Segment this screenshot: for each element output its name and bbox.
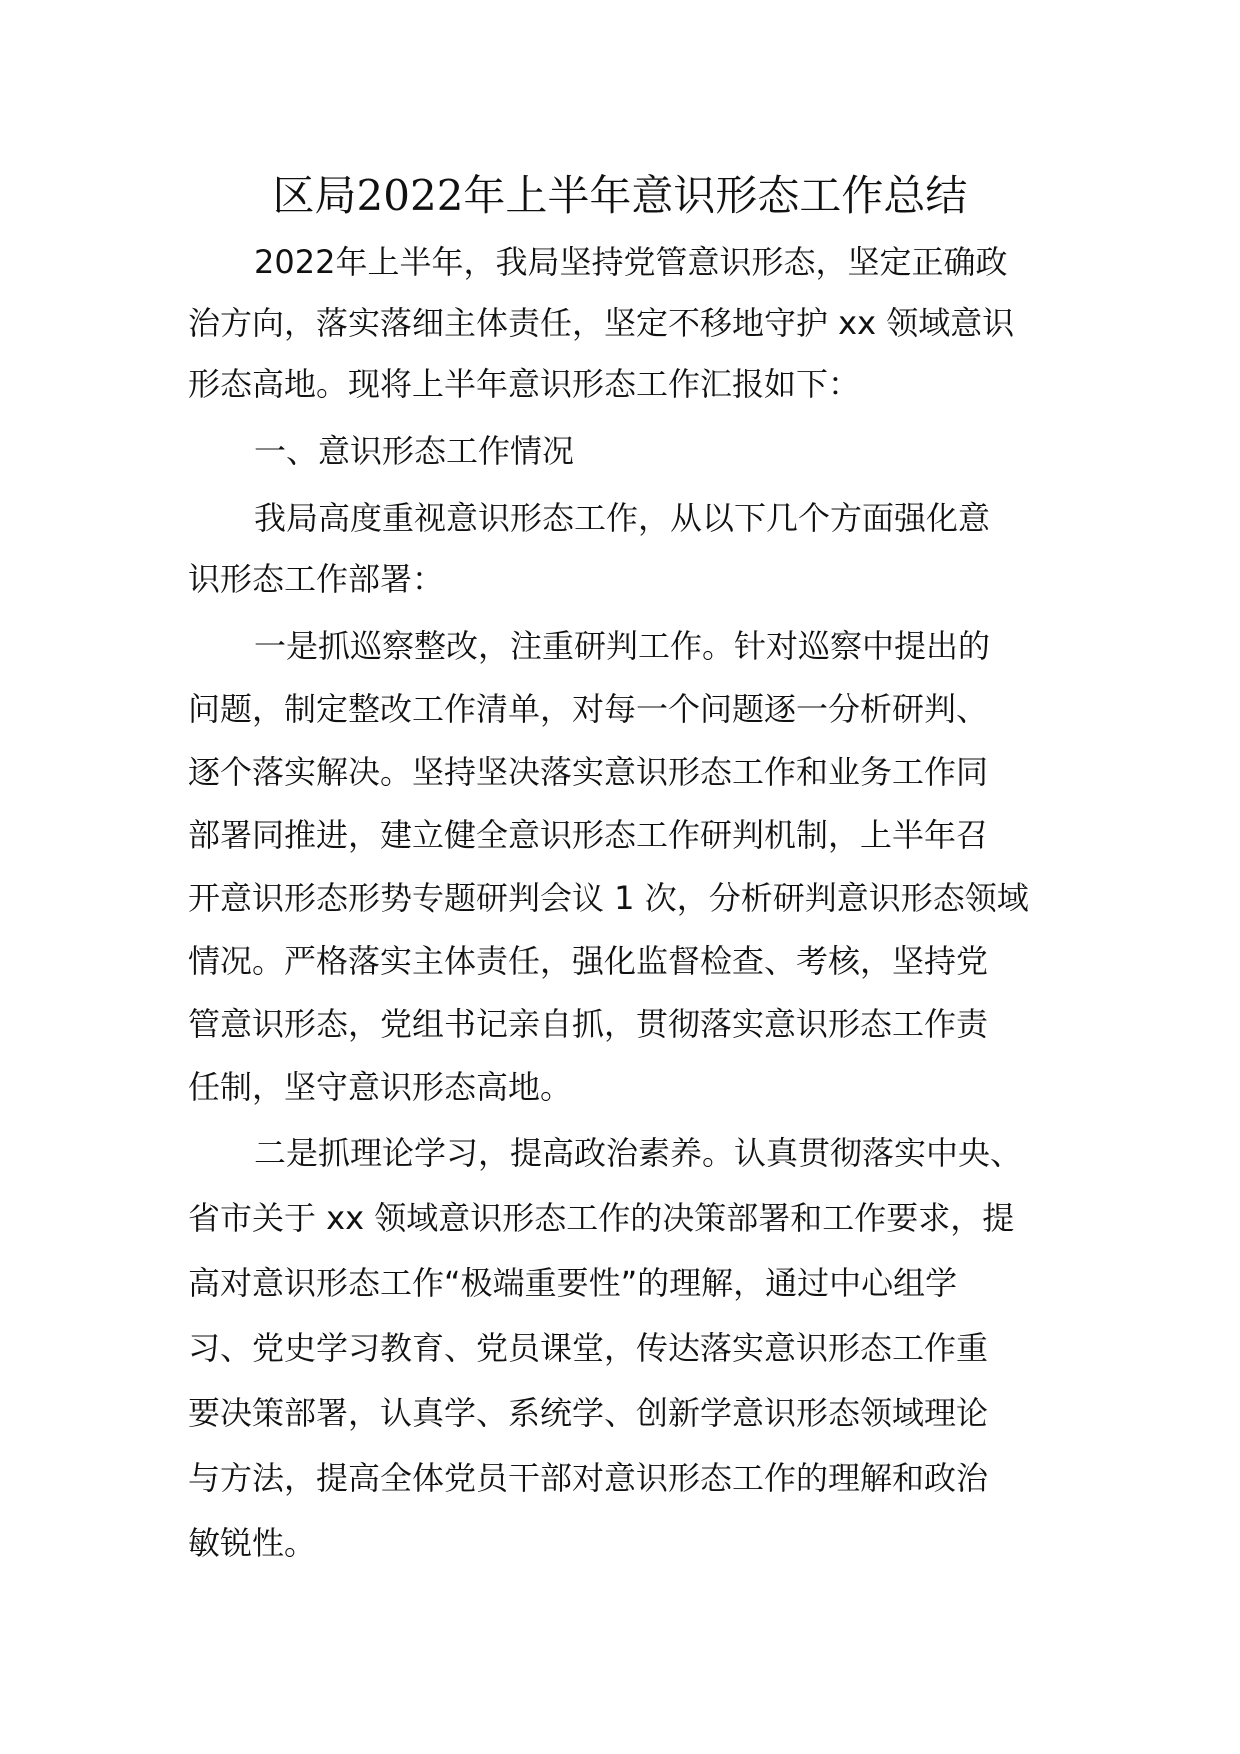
paragraph-3-line-2: 问题，制定整改工作清单，对每一个问题逐一分析研判、 [188,690,989,728]
paragraph-3-line-6: 情况。严格落实主体责任，强化监督检查、考核，坚持党 [188,942,989,980]
paragraph-2-line-2: 识形态工作部署： [188,560,445,598]
paragraph-1-line-1: 2022年上半年，我局坚持党管意识形态，坚定正确政 [254,243,1008,281]
paragraph-2-line-1: 我局高度重视意识形态工作，从以下几个方面强化意 [254,499,991,537]
paragraph-1-line-3: 形态高地。现将上半年意识形态工作汇报如下： [188,365,861,403]
paragraph-4-line-2: 省市关于 xx 领域意识形态工作的决策部署和工作要求，提 [188,1199,1015,1237]
paragraph-3-line-8: 任制，坚守意识形态高地。 [188,1068,573,1106]
paragraph-3-line-5: 开意识形态形势专题研判会议 1 次，分析研判意识形态领域 [188,879,1029,917]
paragraph-3-line-7: 管意识形态，党组书记亲自抓，贯彻落实意识形态工作责 [188,1005,989,1043]
paragraph-4-line-7: 敏锐性。 [188,1524,317,1562]
paragraph-3-line-1: 一是抓巡察整改，注重研判工作。针对巡察中提出的 [254,627,991,665]
paragraph-3-line-4: 部署同推进，建立健全意识形态工作研判机制，上半年召 [188,816,989,854]
paragraph-1-line-2: 治方向，落实落细主体责任，坚定不移地守护 xx 领域意识 [188,304,1015,342]
document-title: 区局2022年上半年意识形态工作总结 [272,171,968,220]
paragraph-4-line-4: 习、党史学习教育、党员课堂，传达落实意识形态工作重 [188,1329,989,1367]
paragraph-3-line-3: 逐个落实解决。坚持坚决落实意识形态工作和业务工作同 [188,753,989,791]
paragraph-4-line-3: 高对意识形态工作“极端重要性”的理解，通过中心组学 [188,1264,958,1302]
paragraph-4-line-6: 与方法，提高全体党员干部对意识形态工作的理解和政治 [188,1459,989,1497]
paragraph-4-line-5: 要决策部署，认真学、系统学、创新学意识形态领域理论 [188,1394,989,1432]
paragraph-4-line-1: 二是抓理论学习，提高政治素养。认真贯彻落实中央、 [254,1134,1023,1172]
section-heading-1: 一、意识形态工作情况 [254,432,575,470]
